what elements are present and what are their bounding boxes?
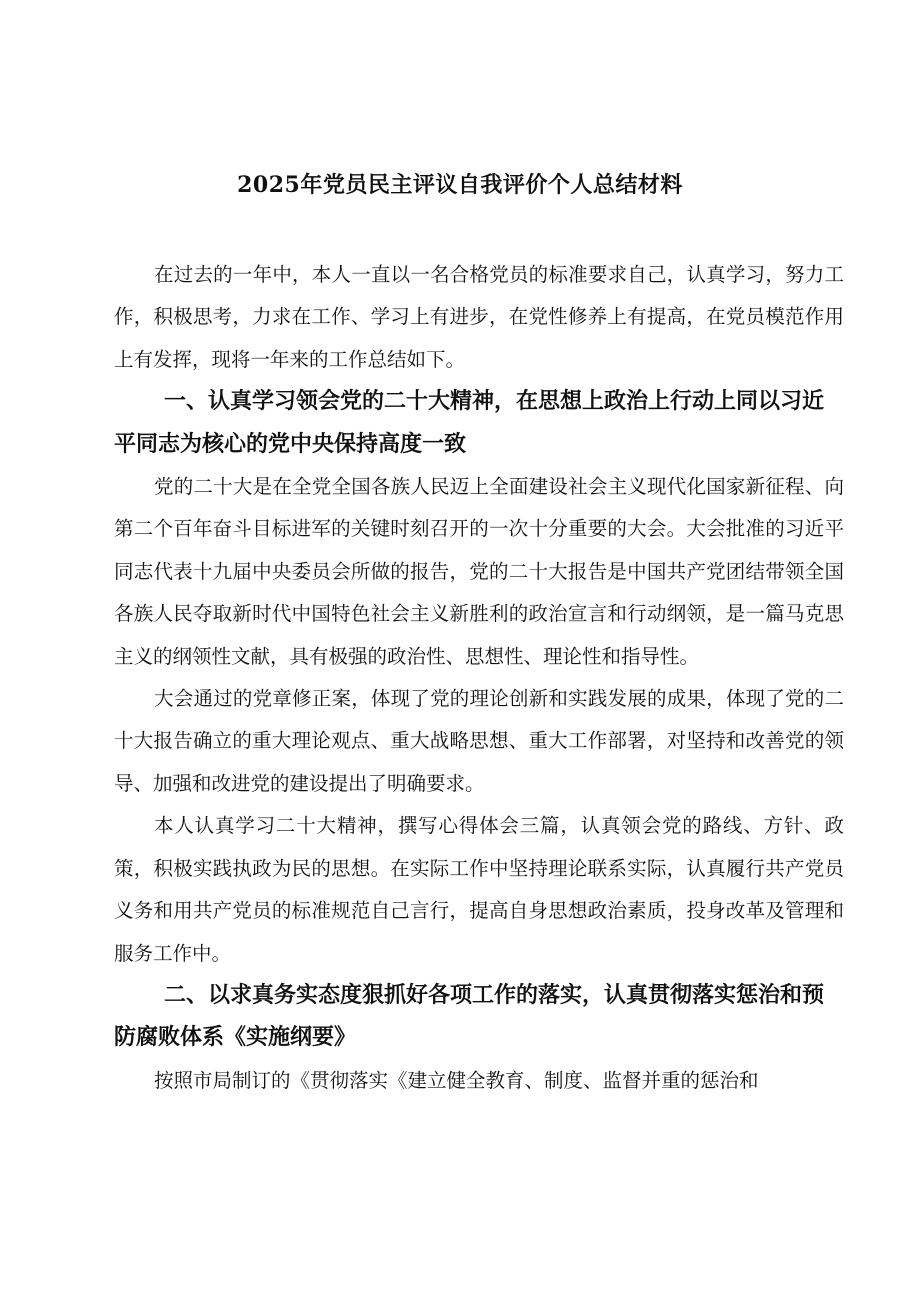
section-1-heading: 一、认真学习领会党的二十大精神，在思想上政治上行动上同以习近平同志为核心的党中央保持高度一致 bbox=[114, 389, 825, 457]
section-1-paragraph-1: 党的二十大是在全党全国各族人民迈上全面建设社会主义现代化国家新征程、向第二个百年奋斗目标进军的关键时刻召开的一次十分重要的大会。大会批准的习近平同志代表十九届中央委员会所做的报告，党的二十大报告是中国共产党团结带领全国各族人民夺取新时代中国特色社会主义新胜利的政治宣言和行动纲领，是一篇马克思主义的纲领性文献，具有极强的政治性、思想性、理论性和指导性。 bbox=[114, 475, 844, 668]
section-1-paragraph-2: 大会通过的党章修正案，体现了党的理论创新和实践发展的成果，体现了党的二十大报告确立的重大理论观点、重大战略思想、重大工作部署，对坚持和改善党的领导、加强和改进党的建设提出了明确要求。 bbox=[114, 687, 844, 795]
document-body bbox=[114, 254, 844, 1102]
intro-paragraph: 在过去的一年中，本人一直以一名合格党员的标准要求自己，认真学习，努力工作，积极思考，力求在工作、学习上有进步，在党性修养上有提高，在党员模范作用上有发挥，现将一年来的工作总结如下。 bbox=[114, 263, 844, 371]
section-2-paragraph-1: 按照市局制订的《贯彻落实《建立健全教育、制度、监督并重的惩治和 bbox=[154, 1068, 759, 1092]
section-2-heading: 二、以求真务实态度狠抓好各项工作的落实，认真贯彻落实惩治和预防腐败体系《实施纲要》 bbox=[114, 982, 825, 1051]
document-title: 2025年党员民主评议自我评价个人总结材料 bbox=[237, 172, 683, 198]
section-1-paragraph-3: 本人认真学习二十大精神，撰写心得体会三篇，认真领会党的路线、方针、政策，积极实践执政为民的思想。在实际工作中坚持理论联系实际，认真履行共产党员义务和用共产党员的标准规范自己言行，提高自身思想政治素质，投身改革及管理和服务工作中。 bbox=[114, 814, 844, 965]
